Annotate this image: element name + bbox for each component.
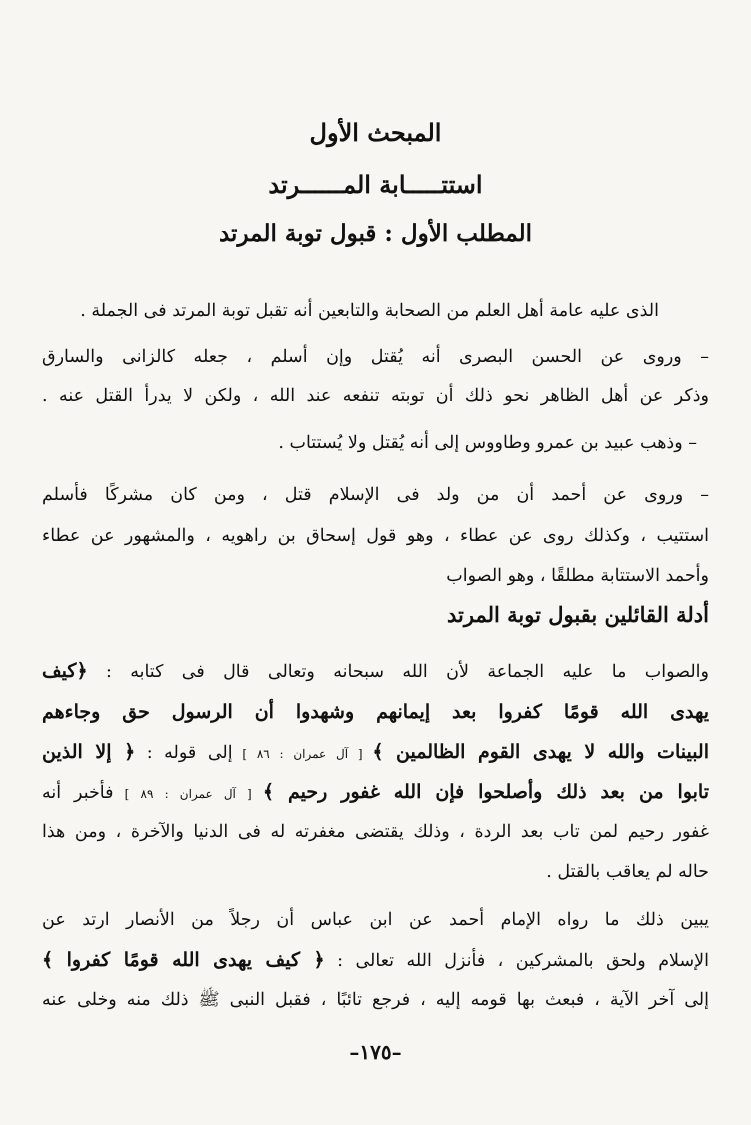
body-text: الإسلام ولحق بالمشركين ، فأنزل الله تعالى : <box>324 951 709 971</box>
verse-reference: [ آل عمران : ٨٦ ] <box>232 747 373 761</box>
section-title: قبول توبة المرتد <box>218 220 377 247</box>
section-separator: : <box>376 220 401 247</box>
paragraph-line: وذكر عن أهل الظاهر نحو ذلك أن توبته تنفعه عند الله ، ولكن لا يدرأ القتل عنه . <box>42 386 709 406</box>
paragraph-line <box>42 777 709 809</box>
paragraph-line: – وروى عن الحسن البصرى أنه يُقتل وإن أسلم ، جعله كالزانى والسارق <box>42 347 709 367</box>
paragraph-line <box>42 737 709 769</box>
paragraph-line <box>42 945 709 976</box>
paragraph-line: – وذهب عبيد بن عمرو وطاووس إلى أنه يُقتل ولا يُستتاب . <box>278 433 697 453</box>
paragraph-line: يبين ذلك ما رواه الإمام أحمد عن ابن عباس أن رجلاً من الأنصار ارتد عن <box>42 910 709 930</box>
paragraph-line: حاله لم يعاقب بالقتل . <box>546 862 709 882</box>
quran-verse: تابوا من بعد ذلك وأصلحوا فإن الله غفور رحيم ﴾ <box>262 781 710 803</box>
section-subheading: أدلة القائلين بقبول توبة المرتد <box>447 602 709 627</box>
quran-verse: ﴿كيف <box>42 660 88 682</box>
paragraph-line: استتيب ، وكذلك روى عن عطاء ، وهو قول إسحاق بن راهويه ، والمشهور عن عطاء <box>42 526 709 546</box>
page-number: –١٧٥– <box>349 1040 402 1064</box>
paragraph-line: الذى عليه عامة أهل العلم من الصحابة والتابعين أنه تقبل توبة المرتد فى الجملة . <box>80 301 659 321</box>
verse-reference: [ آل عمران : ٨٩ ] <box>113 787 263 801</box>
body-text: إلى قوله : <box>135 743 233 763</box>
paragraph-line: إلى آخر الآية ، فبعث بها قومه إليه ، فرجع تائبًا ، فقبل النبى ﷺ ذلك منه وخلى عنه <box>42 990 709 1010</box>
section-heading <box>0 220 751 247</box>
quran-verse: يهدى الله قومًا كفروا بعد إيمانهم وشهدوا أن الرسول حق وجاءهم <box>42 701 709 723</box>
quran-verse: ﴿ إلا الذين <box>42 741 136 763</box>
quran-verse: ﴿ كيف يهدى الله قومًا كفروا ﴾ <box>42 949 325 971</box>
body-text: فأخبر أنه <box>42 783 114 803</box>
paragraph-line <box>42 656 709 687</box>
body-text: والصواب ما عليه الجماعة لأن الله سبحانه وتعالى قال فى كتابه : <box>87 662 709 682</box>
paragraph-line: – وروى عن أحمد أن من ولد فى الإسلام قتل ، ومن كان مشركًا فأسلم <box>42 485 709 505</box>
chapter-title: استتـــــابة المــــــرتد <box>268 170 483 199</box>
paragraph-line: غفور رحيم لمن تاب بعد الردة ، وذلك يقتضى مغفرته له فى الدنيا والآخرة ، ومن هذا <box>42 822 709 842</box>
chapter-heading: المبحث الأول <box>309 118 442 147</box>
paragraph-line: وأحمد الاستتابة مطلقًا ، وهو الصواب <box>446 566 709 586</box>
quran-verse: البينات والله لا يهدى القوم الظالمين ﴾ <box>372 741 709 763</box>
section-label: المطلب الأول <box>400 220 533 247</box>
